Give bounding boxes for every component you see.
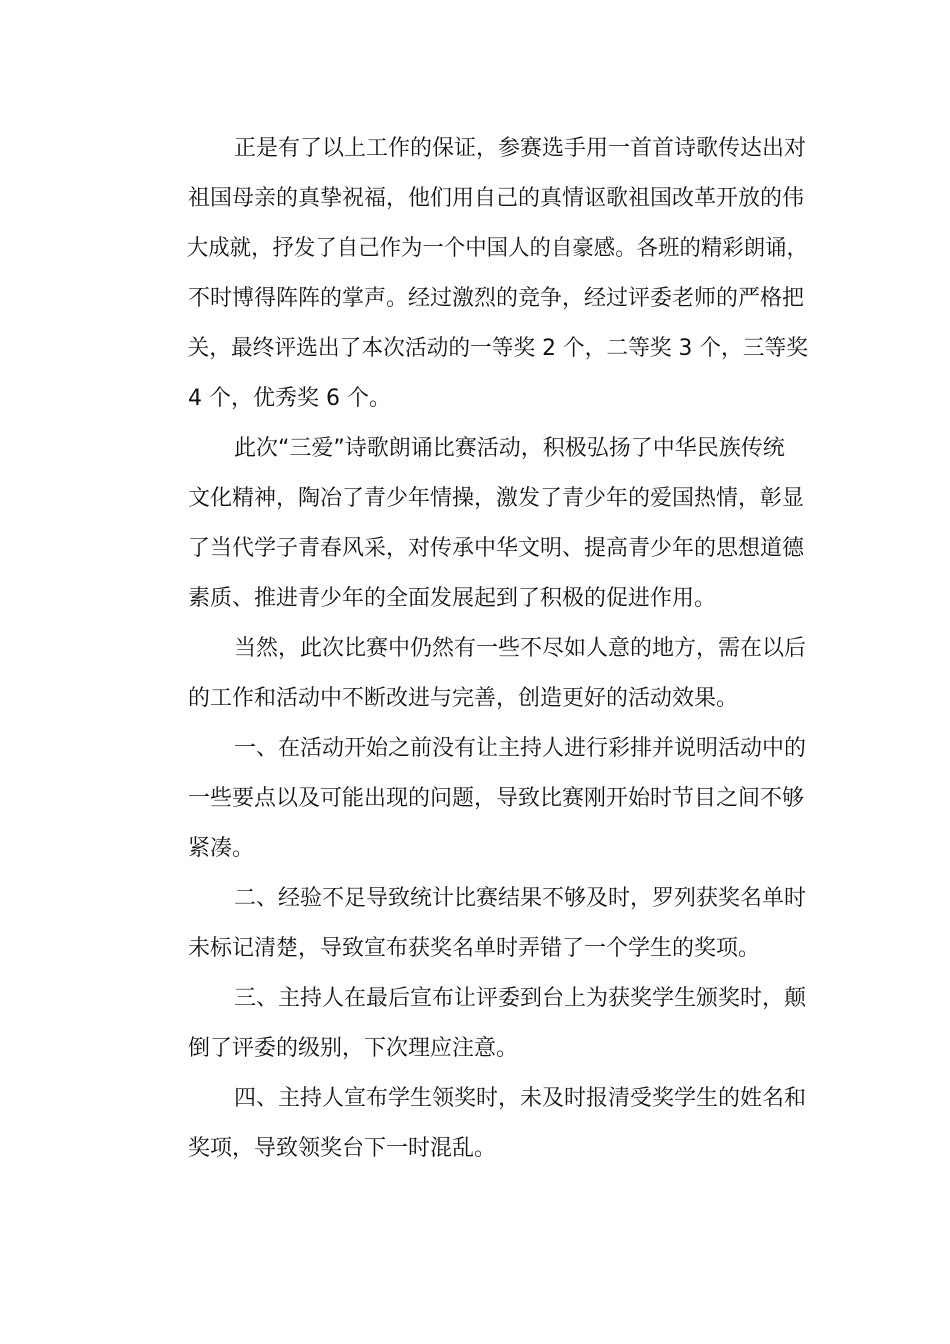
paragraph-line: 文化精神，陶冶了青少年情操，激发了青少年的爱国热情，彰显 — [188, 486, 805, 511]
paragraph-line: 关，最终评选出了本次活动的一等奖 2 个，二等奖 3 个，三等奖 — [187, 336, 808, 361]
paragraph-line: 二、经验不足导致统计比赛结果不够及时，罗列获奖名单时 — [234, 886, 807, 911]
paragraph-line: 不时博得阵阵的掌声。经过激烈的竞争，经过评委老师的严格把 — [188, 286, 805, 311]
paragraph-results — [143, 124, 808, 424]
paragraph-issue-4 — [143, 1074, 808, 1174]
paragraph-line: 当然，此次比赛中仍然有一些不尽如人意的地方，需在以后 — [234, 636, 807, 661]
paragraph-shortcomings-intro — [143, 624, 808, 724]
paragraph-issue-1 — [143, 724, 808, 874]
paragraph-significance — [143, 424, 808, 624]
document-body — [143, 124, 808, 1174]
paragraph-line: 奖项，导致领奖台下一时混乱。 — [188, 1136, 497, 1161]
paragraph-line: 祖国母亲的真挚祝福，他们用自己的真情讴歌祖国改革开放的伟 — [188, 186, 805, 211]
paragraph-line: 未标记清楚，导致宣布获奖名单时弄错了一个学生的奖项。 — [188, 936, 761, 961]
paragraph-issue-2 — [143, 874, 808, 974]
paragraph-line: 正是有了以上工作的保证，参赛选手用一首首诗歌传达出对 — [234, 136, 807, 161]
paragraph-line: 此次“三爱”诗歌朗诵比赛活动，积极弘扬了中华民族传统 — [234, 436, 785, 461]
paragraph-line: 一、在活动开始之前没有让主持人进行彩排并说明活动中的 — [234, 736, 807, 761]
paragraph-line: 了当代学子青春风采，对传承中华文明、提高青少年的思想道德 — [188, 536, 805, 561]
paragraph-line: 四、主持人宣布学生领奖时，未及时报清受奖学生的姓名和 — [234, 1086, 807, 1111]
paragraph-line: 素质、推进青少年的全面发展起到了积极的促进作用。 — [188, 586, 717, 611]
paragraph-issue-3 — [143, 974, 808, 1074]
paragraph-line: 大成就，抒发了自己作为一个中国人的自豪感。各班的精彩朗诵， — [186, 236, 808, 261]
paragraph-line: 倒了评委的级别，下次理应注意。 — [188, 1036, 519, 1061]
paragraph-line: 紧凑。 — [188, 836, 255, 861]
paragraph-line: 一些要点以及可能出现的问题，导致比赛刚开始时节目之间不够 — [188, 786, 805, 811]
paragraph-line: 4 个，优秀奖 6 个。 — [188, 386, 391, 411]
paragraph-line: 三、主持人在最后宣布让评委到台上为获奖学生颁奖时，颠 — [234, 986, 807, 1011]
paragraph-line: 的工作和活动中不断改进与完善，创造更好的活动效果。 — [188, 686, 739, 711]
